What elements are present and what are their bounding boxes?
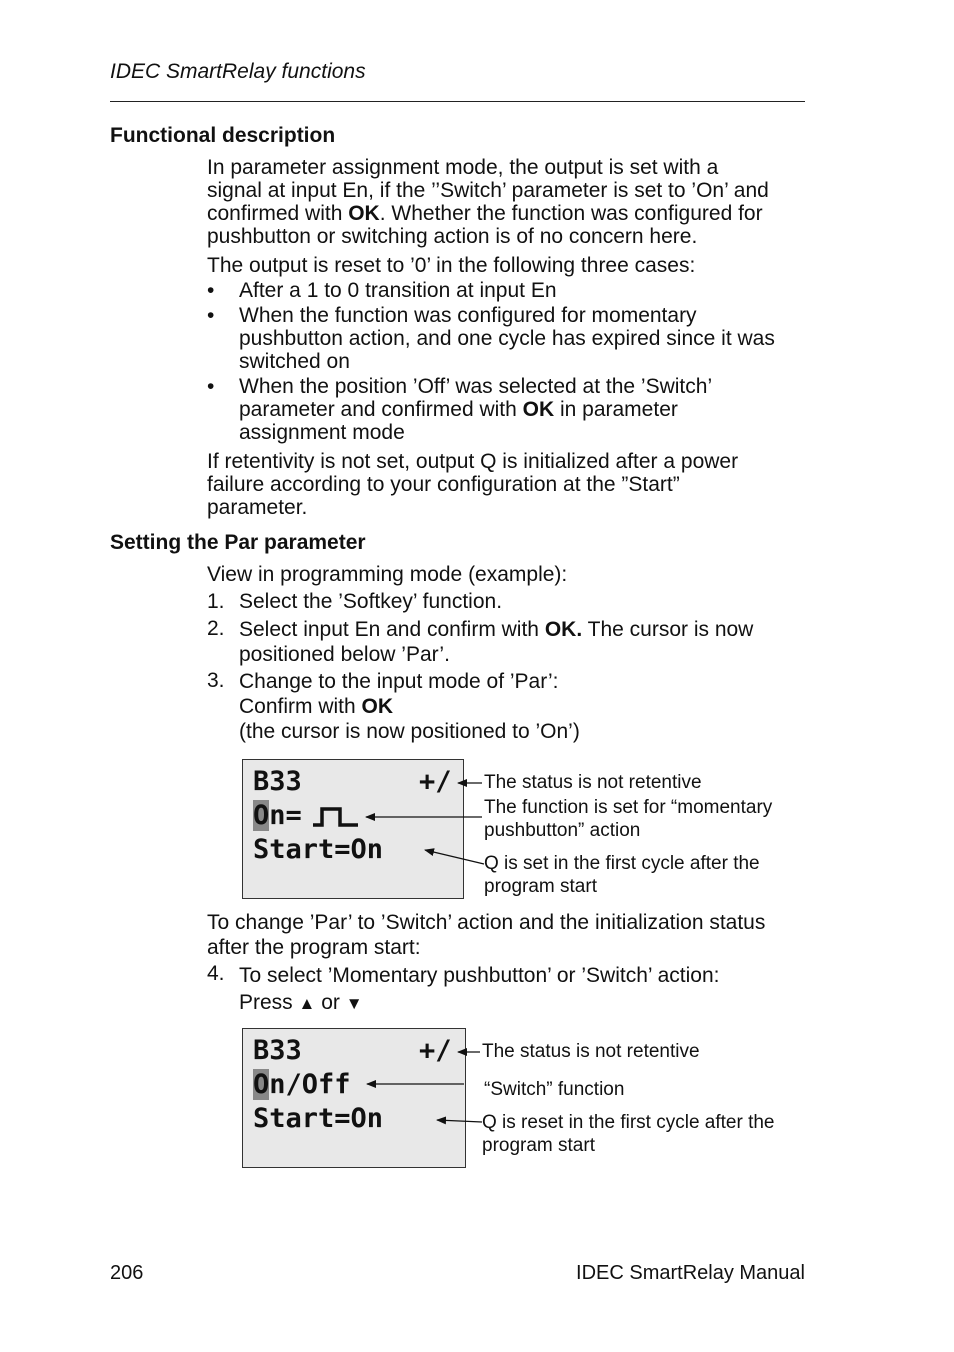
annotation-line: Q is reset in the first cycle after the [482, 1112, 775, 1133]
p1-line-a: In parameter assignment mode, the output is set with a [207, 156, 719, 179]
change-line: To change ’Par’ to ’Switch’ action and the initialization status [207, 911, 766, 934]
up-arrow-icon: ▲ [298, 994, 316, 1013]
section-title-functional: Functional description [110, 124, 336, 147]
lcd-cursor: O [253, 800, 270, 831]
bullet-marker: • [207, 279, 215, 302]
lcd-retentive-flag: +/ [419, 766, 452, 797]
lcd-block-number: B33 [253, 1035, 302, 1066]
step-number: 2. [207, 617, 225, 640]
step-2-text: The cursor is now [582, 618, 754, 641]
p1-line-b: signal at input En, if the ’’Switch’ parameter is set to ’On’ and [207, 179, 769, 202]
footer-manual-title: IDEC SmartRelay Manual [576, 1262, 805, 1284]
bullet-marker: • [207, 375, 215, 398]
bullet-2-line: pushbutton action, and one cycle has expired since it was [239, 327, 775, 350]
step-number: 3. [207, 669, 225, 692]
annotation-line: program start [482, 1135, 595, 1156]
callout-arrow [437, 1120, 482, 1122]
annotation-line: The function is set for “momentary [484, 797, 773, 818]
annotation-line: Q is set in the first cycle after the [484, 853, 760, 874]
p1-ok: OK [348, 202, 380, 225]
step-3-text: Confirm with [239, 695, 362, 718]
p1-line-d: pushbutton or switching action is of no concern here. [207, 225, 698, 248]
step-3-line: (the cursor is now positioned to ’On’) [239, 720, 580, 743]
lcd-start-line: Start=On [253, 1103, 384, 1134]
step-2-text: Select input En and confirm with [239, 618, 545, 641]
lcd-retentive-flag: +/ [419, 1035, 452, 1066]
bullet-3-text: parameter and confirmed with [239, 398, 523, 421]
lcd-par-text: n/Off [269, 1069, 351, 1100]
annotation-not-retentive: The status is not retentive [482, 1041, 700, 1062]
step-4-or: or [321, 991, 340, 1014]
annotation-not-retentive: The status is not retentive [484, 772, 702, 793]
running-header: IDEC SmartRelay functions [110, 60, 366, 83]
lcd-par-text: n= [269, 800, 302, 831]
section-title-par: Setting the Par parameter [110, 531, 366, 554]
p1-c1: confirmed with [207, 202, 349, 225]
bullet-3-ok: OK [522, 398, 555, 421]
lcd-cursor: O [253, 1069, 270, 1100]
p3-line: parameter. [207, 496, 308, 519]
lcd-start-line: Start=On [253, 834, 384, 865]
p3-line: failure according to your configuration at the ”Start” [207, 473, 680, 496]
bullet-2-line: When the function was configured for momentary [239, 304, 697, 327]
bullet-3-text: in parameter [554, 398, 678, 421]
step-3-line: Change to the input mode of ’Par’: [239, 670, 559, 693]
step-1: Select the ’Softkey’ function. [239, 590, 503, 613]
bullet-3-line: When the position ’Off’ was selected at the ’Switch’ [239, 375, 713, 398]
bullet-1: After a 1 to 0 transition at input En [239, 279, 557, 302]
callout-arrow [425, 850, 484, 864]
bullet-3-line: assignment mode [239, 421, 405, 444]
page-number: 206 [110, 1262, 144, 1284]
step-4-press: Press [239, 991, 293, 1014]
bullet-marker: • [207, 304, 215, 327]
step-number: 1. [207, 590, 225, 613]
annotation-line: program start [484, 876, 597, 897]
step-4-line: To select ’Momentary pushbutton’ or ’Switch’ action: [239, 964, 720, 987]
step-number: 4. [207, 962, 225, 985]
p3-line: If retentivity is not set, output Q is initialized after a power [207, 450, 739, 473]
paragraph-2: The output is reset to ’0’ in the following three cases: [207, 254, 696, 277]
p1-c2: . Whether the function was configured for [379, 202, 763, 225]
par-intro: View in programming mode (example): [207, 563, 568, 586]
lcd-block-number: B33 [253, 766, 302, 797]
annotation-switch: “Switch” function [484, 1079, 625, 1100]
step-3-ok: OK [361, 695, 394, 718]
step-2-ok: OK. [544, 618, 583, 641]
step-2-line: positioned below ’Par’. [239, 643, 450, 666]
bullet-2-line: switched on [239, 350, 350, 373]
annotation-line: pushbutton” action [484, 820, 641, 841]
change-line: after the program start: [207, 936, 421, 959]
down-arrow-icon: ▼ [345, 994, 363, 1013]
